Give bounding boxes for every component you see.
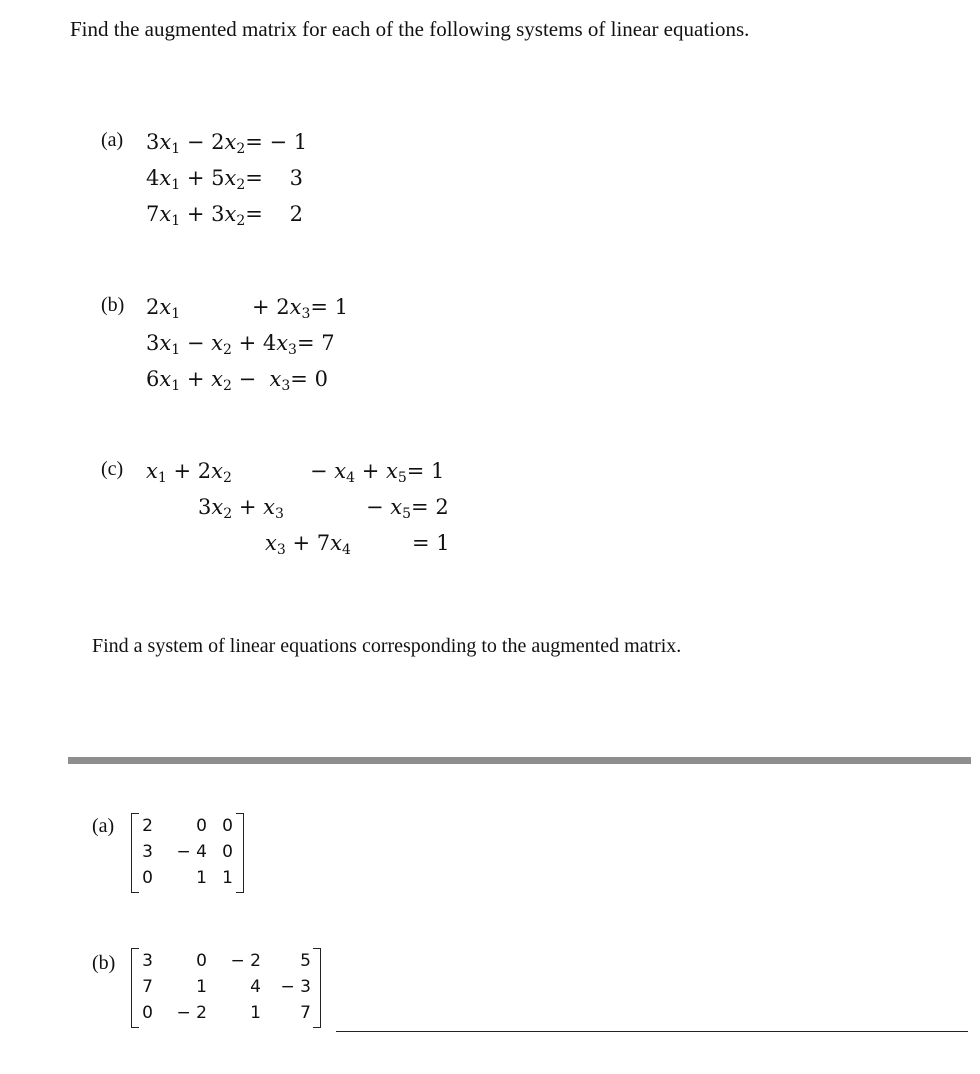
system-c-eq3-left: $x_3 + 7x_4$	[265, 531, 351, 558]
matrix-a-left-bracket	[131, 813, 139, 893]
matrix-a-cell: 1	[196, 868, 207, 888]
matrix-b-right-bracket	[313, 948, 321, 1028]
matrix-b-cell: 1	[250, 1003, 261, 1023]
matrix-b-cell: 7	[142, 977, 153, 997]
matrix-a-cell: 0	[142, 868, 153, 888]
matrix-b-cell: − 2	[230, 951, 261, 971]
matrix-b-cell: 4	[250, 977, 261, 997]
matrix-a-cell: 1	[222, 868, 233, 888]
matrix-b-cell: − 3	[280, 977, 311, 997]
matrix-a-right-bracket	[236, 813, 244, 893]
system-a-eq2: $4x_1 + 5x_2=$ 3	[146, 166, 303, 193]
matrix-b-cell: 5	[300, 951, 311, 971]
matrix-b-cell: 1	[196, 977, 207, 997]
matrix-a-cell: 3	[142, 842, 153, 862]
system-a-eq1: $3x_1 - 2x_2= - 1$	[146, 130, 308, 157]
instruction-heading-2: Find a system of linear equations corresponding to the augmented matrix.	[92, 635, 682, 657]
system-c-label: (c)	[101, 458, 124, 480]
instruction-heading-1: Find the augmented matrix for each of the following systems of linear equations.	[70, 17, 750, 41]
system-b-label: (b)	[101, 294, 125, 316]
matrix-a-cell: − 4	[176, 842, 207, 862]
system-a-eq3: $7x_1 + 3x_2=$ 2	[146, 202, 303, 229]
matrix-b-left-bracket	[131, 948, 139, 1028]
system-c-eq2-left: $3x_2 + x_3$	[198, 495, 284, 522]
answer-blank-line[interactable]	[336, 1031, 968, 1032]
system-c-eq1-right: − $x_4 + x_5= 1$	[310, 459, 445, 486]
matrix-b-cell: 7	[300, 1003, 311, 1023]
matrix-b-cell: 3	[142, 951, 153, 971]
matrix-b-cell: 0	[196, 951, 207, 971]
matrix-b-label: (b)	[92, 952, 116, 974]
system-b-eq3: $6x_1 + x_2 - x_3= 0$	[146, 367, 328, 394]
system-b-eq1-rest: + $2x_3= 1$	[252, 295, 349, 322]
system-b-eq1-term1: $2x_1$	[146, 295, 181, 322]
matrix-a-label: (a)	[92, 815, 115, 837]
matrix-b	[131, 948, 321, 1028]
system-c-eq2-right: − $x_5= 2$	[366, 495, 449, 522]
matrix-a-cell: 0	[222, 816, 233, 836]
system-c-eq1-left: $x_1 + 2x_2$	[146, 459, 232, 486]
matrix-b-cell: 0	[142, 1003, 153, 1023]
matrix-a-cell: 2	[142, 816, 153, 836]
matrix-a-cell: 0	[222, 842, 233, 862]
matrix-a	[131, 813, 244, 893]
section-divider	[68, 757, 971, 764]
system-b-eq2: $3x_1 - x_2 + 4x_3= 7$	[146, 331, 335, 358]
system-a-label: (a)	[101, 129, 124, 151]
matrix-b-cell: − 2	[176, 1003, 207, 1023]
system-c-eq3-rhs: = 1	[412, 531, 450, 555]
matrix-a-cell: 0	[196, 816, 207, 836]
